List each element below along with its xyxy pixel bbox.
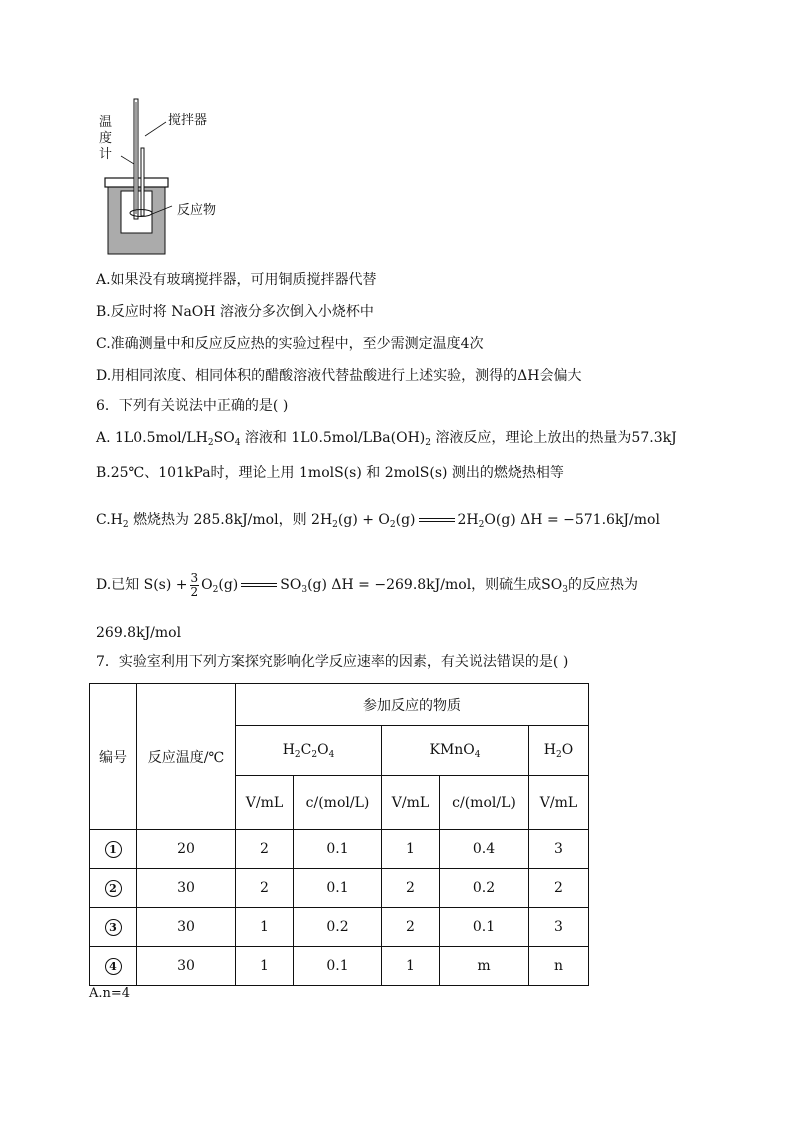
cell-v2: 2 [382,908,440,947]
row-number: 4 [105,958,122,975]
q7-stem: 7．实验室利用下列方案探究影响化学反应速率的因素，有关说法错误的是( ) [96,654,569,670]
q6-option-d: D.已知 S(s) + $\frac{3}{2}$ $O_2(g)$ $SO_3(g) \Delta H = -269.8kJ/mol$，则硫生成$SO_3$的反应热为 [96,570,638,599]
cell-c2: m [440,947,529,986]
table-row [90,869,589,908]
cell-v1: 2 [236,830,294,869]
cell-temp: 30 [137,947,236,986]
row-number: 3 [105,919,122,936]
cell-v2: 1 [382,830,440,869]
sub-header-concentration: c/(mol/L) [440,776,529,830]
table-row [90,908,589,947]
cell-v1: 1 [236,947,294,986]
cell-temp: 30 [137,908,236,947]
header-h2c2o4: $H_2C_2O_4$ [236,726,382,776]
cell-temp: 30 [137,869,236,908]
cell-c1: 0.1 [294,947,382,986]
stirrer-label: 搅拌器 [168,113,208,128]
cell-c1: 0.1 [294,869,382,908]
table-row [90,947,589,986]
q5-option-a: A.如果没有玻璃搅拌器，可用铜质搅拌器代替 [96,272,377,288]
thermometer-label: 温度计 [99,115,113,162]
cell-v3: 3 [529,908,589,947]
cell-v1: 1 [236,908,294,947]
sub-header-volume: V/mL [529,776,589,830]
cell-v3: 2 [529,869,589,908]
row-number: 1 [105,841,122,858]
fraction: $\frac{3}{2}$ [190,570,199,599]
sub-header-concentration: c/(mol/L) [294,776,382,830]
header-temperature: 反应温度/℃ [137,684,236,830]
header-reactants: 参加反应的物质 [236,684,589,726]
cell-v1: 2 [236,869,294,908]
cell-v3: n [529,947,589,986]
table-row [90,830,589,869]
q7-option-a: A.n=4 [89,986,131,1001]
header-h2o: $H_2O$ [529,726,589,776]
cell-c2: 0.2 [440,869,529,908]
equation-arrow [419,518,455,522]
sub-header-volume: V/mL [382,776,440,830]
q5-option-b: B.反应时将 NaOH 溶液分多次倒入小烧杯中 [96,304,374,320]
experiment-table [89,683,589,986]
q6-option-a: A. $1L0.5mol/LH_2SO_4$ 溶液和 $1L0.5mol/LBa(OH)_2$ 溶液反应，理论上放出的热量为57.3kJ [96,430,677,448]
sub-header-volume: V/mL [236,776,294,830]
q5-option-c: C.准确测量中和反应反应热的实验过程中，至少需测定温度4次 [96,336,484,352]
q6-option-d-continued: 269.8kJ/mol [96,625,182,641]
cell-c2: 0.1 [440,908,529,947]
cell-c2: 0.4 [440,830,529,869]
cell-temp: 20 [137,830,236,869]
q5-option-d: D.用相同浓度、相同体积的醋酸溶液代替盐酸进行上述实验，测得的ΔH会偏大 [96,368,582,384]
cell-c1: 0.1 [294,830,382,869]
cell-v3: 3 [529,830,589,869]
q6-option-b: B.25℃、101kPa时，理论上用 1molS(s) 和 2molS(s) 测出的燃烧热相等 [96,465,564,481]
cell-c1: 0.2 [294,908,382,947]
cell-v2: 1 [382,947,440,986]
q6-stem: 6．下列有关说法中正确的是( ) [96,398,289,414]
header-number: 编号 [90,684,137,830]
equation-arrow [241,583,277,587]
reactant-label: 反应物 [177,203,217,218]
q6-option-c: $C.H_2$ 燃烧热为 285.8kJ/mol，则 $2H_2(g) + O_2(g)$ $2H_2O(g) \Delta H = -571.6kJ/mol$ [96,512,660,530]
header-kmno4: KMnO$_4$ [382,726,529,776]
row-number: 2 [105,880,122,897]
cell-v2: 2 [382,869,440,908]
